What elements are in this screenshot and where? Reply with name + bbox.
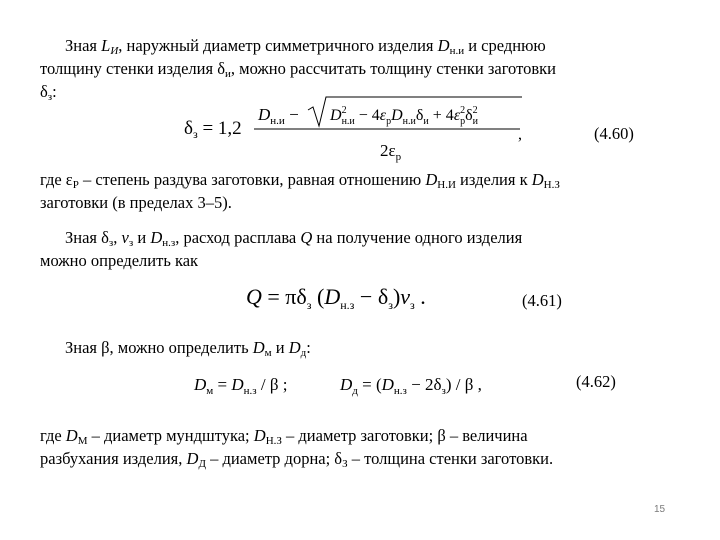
radicand: $D^2$ $н.и - 4\varepsilon_рD_{н.и}\delta_и + 4\varepsilon^2$ $р\delta^2$ и [330,105,479,127]
denominator: $2\varepsilon_р$ [380,141,402,163]
paragraph-intro [40,34,683,103]
paragraph-flow-rate [40,226,683,272]
text-line: где $\varepsilon_Р$ – степень раздува заготовки, равная отношению $D_{Н.И}$ изделия к $D_{Н.З}$ [40,170,560,191]
text-line: толщину стенки изделия $\delta_и$, можно рассчитать толщину стенки заготовки [40,59,556,80]
text-line: Зная $\delta_з$, $v_з$ и $D_{н.з}$, расход расплава Q на получение одного изделия [65,228,523,249]
paragraph-beta [40,336,683,359]
equation-number-4-61: (4.61) [522,291,562,310]
formula-dd: $D_д = (D_{н.з} - 2\delta_з) / \beta$ , [340,375,482,397]
formula-dm: $D_м = D_{н.з} / \beta$ ; [194,375,288,397]
equation-number-4-60: (4.60) [594,124,634,143]
text-line: заготовки (в пределах 3–5). [40,193,232,212]
text-line: можно определить как [40,251,199,270]
page-number: 15 [654,504,666,515]
formula-q: $Q = \pi\delta_з$ $(D_{н.з} - \delta_з)v_з$ . [246,284,426,312]
formula-4-60 [180,96,525,166]
numerator-term: $D_{н.и}$ − [258,105,299,127]
text-line: разбухания изделия, $D_Д$ – диаметр дорна; $\delta_З$ – толщина стенки заготовки. [40,449,554,470]
formula-4-61 [244,280,464,314]
formula-comma: , [518,126,522,143]
formula-lhs: $\delta_з = 1,2$ [184,118,242,141]
text-line: Зная β, можно определить $D_м$ и $D_д$: [65,338,311,359]
paragraph-definitions [40,424,683,470]
formula-4-62 [192,370,522,400]
text-line: $\delta_з$: [40,82,57,103]
equation-number-4-62: (4.62) [576,372,616,391]
paragraph-where-epsilon [40,168,683,214]
text-line: где $D_М$ – диаметр мундштука; $D_{Н.З}$ – диаметр заготовки; β – величина [40,426,528,447]
text-line: Зная $L_И$, наружный диаметр симметричного изделия $D_{н.и}$ и среднюю [65,36,546,57]
